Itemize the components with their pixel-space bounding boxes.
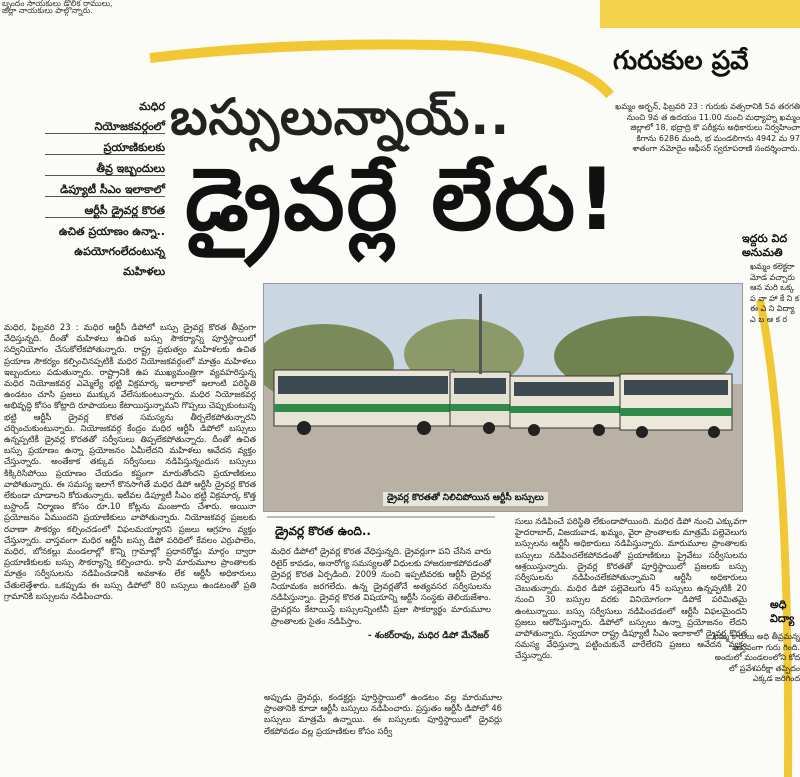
side-point: డిప్యూటీ సీఎం ఇలాకాలో: [45, 183, 165, 197]
side-point: మహిళలు: [123, 265, 165, 278]
bottom-column-3: సులు నడిపించే పరిస్థితి లేకుండాపోయింది. మధిర డిపో నుంచి ఎక్కువగా హైదరాబాద్, విజయవాడ, ఖమ్మం, వైరా ప్రాంతాలకు మాత్రమే పల్లెవెలుగు బస్సులను ఆర్టీసీ అధికారులు నడిపిస్తున్నారు. మారుమూల ప్రాంతాలకు బస్సులు నడిపించలేకపోవడంతో ప్రయాణికులు ప్రైవేటు సర్వీసులను ఆశ్రయిస్తున్నారు. డ్రైవర్ల కొరతతో పూర్తిస్థాయిలో ప్రజలకు బస్సు సర్వీసులను నడిపించలేకపోతున్నామని ఆర్టీసీ అధికారులు చెబుతున్నారు. మధిర డిపో పల్లెవెలుగు 45 బస్సులు ఉన్నప్పటికీ 20 నుంచి 30 బస్సుల వరకు వినియోగంగా డిపోకే పరిమితమై ఉంటున్నాయి. బస్సు సర్వీసులు నడిపించడంలో ఆర్టీసీ విఫలమైందని ప్రజలు ఆరోపిస్తున్నారు. డిపోలో బస్సులు ఉన్నా ప్రయోజనం లేదని వాపోతున్నారు. స్వయానా రాష్ట్ర డిప్యూటీ సీఎం ఇలాకాలో డ్రైవర్ల కొరత సమస్య వేధిస్తున్నా పట్టించుకునే వారేలేరని ప్రజలు ఆవేదన వ్యక్తం చేస్తున్నారు.: [515, 516, 747, 661]
side-highlights: [45, 100, 165, 285]
headline-line1: బస్సులున్నాయ్..: [170, 88, 511, 146]
quote-text: మధిర డిపోలో డ్రైవర్ల కొరత వేధిస్తున్నది. డ్రైవర్లుగా పని చేసిన వారు రిటైర్ కావడం, అనారోగ్య సమస్యలతో విధులకు హాజరుకాకపోవడంతో డ్రైవర్ల కొరత ఏర్పడింది. 2009 నుంచి ఇప్పటివరకు ఆర్టీసీ డ్రైవర్ల నియామకం జరగలేదు. ఉన్న డ్రైవర్లతోనే అత్యవసర సర్వీసులను నడిపిస్తున్నాం. డ్రైవర్ల కొరత విషయాన్ని ఆర్టీసీ సంస్థకు తెలియజేశాం. డ్రైవర్లను కేటాయిస్తే బస్సులన్నింటినీ ప్రజా సౌకర్యార్థం మారుమూల ప్రాంతాలకు సైతం నడిపిస్తాం.: [271, 546, 491, 626]
right-sub-title: ఇద్దరు విద అనుమతి: [742, 232, 788, 259]
bottom-column-2: అప్పుడు డ్రైవర్లు, కండక్టర్లు పూర్తిస్థాయిలో ఉండటం వల్ల మారుమూల ప్రాంతానికి కూడా ఆర్టీసీ బస్సులు నడిపించారు. ప్రస్తుతం ఆర్టీసీ డిపోలో 46 బస్సులు మాత్రమే ఉన్నాయి. ఈ బస్సులకు పూర్తిస్థాయిలో డ్రైవర్లు లేకపోవడం వల్ల ప్రయాణికుల కోసం సర్వీ: [264, 692, 502, 736]
right-sub-title-2: అధి విద్యా: [770, 598, 795, 625]
right-story-title: గురుకుల ప్రవే: [613, 46, 749, 76]
side-point: ఉపయోగంలేదంటున్న: [74, 245, 165, 258]
side-point: ప్రయాణికులకు: [45, 141, 165, 155]
left-body-text: మధిర, ఫిబ్రవరి 23 : మధిర ఆర్టీసీ డిపోలో బస్సు డ్రైవర్ల కొరత తీవ్రంగా వేధిస్తున్నది. దీంతో మహిళలు ఉచిత బస్సు సౌకర్యాన్ని పూర్తిస్థాయిలో సద్వినియోగం చేసుకోలేకపోతున్నారు. రాష్ట్ర ప్రభుత్వం మహిళలకు ఉచిత ప్రయాణ సౌకర్యం కల్పించినప్పటికీ మధిర నియోజకవర్గంలో మాత్రం మహిళలు ఇబ్బందులు పడుతున్నారు. రాష్ట్రానికి ఉప ముఖ్యమంత్రిగా వ్యవహరిస్తున్న మధిర నియోజకవర్గ ఎమ్మెల్యే భట్టి విక్రమార్క ఇలాకాలో ఇలాంటి పరిస్థితి ఉండటం చూసి ప్రజలు ముక్కున వేలేసుకుంటున్నారు. మధిర నియోజకవర్గ అభివృద్ధి కోసం కోట్లాది రూపాయలు కేటాయిస్తున్నామని గొప్పలు చెప్పుకుంటున్న భట్టి ఆర్టీసీ డ్రైవర్ల కొరత సమస్యను తీర్చలేకపోతున్నారని చర్చించుకుంటున్నారు. నియోజకవర్గ కేంద్రం మధిర ఆర్టీసీ డిపోలో బస్సులు ఉన్నప్పటికీ డ్రైవర్ల కొరతతో సర్వీసులు తిప్పలేకపోతున్నారు. దీంతో ఉచిత బస్సు ప్రయాణం ఉన్నా ప్రయోజనం ఏమీలేదని మహిళలు ఆవేదన వ్యక్తం చేస్తున్నారు. అంతేకాక తక్కువ సర్వీసులు నడిపిస్తున్నందున బస్సులు కిక్కిరిసిపోయి ప్రయాణం చేయడం కష్టంగా మారుతోందని ప్రయాణికులు వాపోతున్నారు. ఈ సమస్య ఇలాగే కొనసాగితే మధిర డిపో ఆర్టీసీ డ్రైవర్ల కొరత లేకుండా చూడాలని కోరుతున్నారు. ఇటీవల డిప్యూటీ సీఎం భట్టి విక్రమార్క కొత్త బస్టాండ్ నిర్మాణం కోసం రూ.10 కోట్లను మంజూరు చేశారు. అయినా ప్రయోజనం ఏముందని ప్రయాణికులు వాపోతున్నారు. నియోజకవర్గ ప్రజలకు రవాణా సౌకర్యం కల్పించడంలో విఫలమయ్యారని ప్రజలు ఆగ్రహం వ్యక్తం చేస్తున్నారు. వాస్తవంగా మధిర ఆర్టీసీ బస్సు డిపో పరిధిలో కేవలం ఎర్రుపాలెం, మధిర, బోనకల్లు మండలాల్లో కొన్ని గ్రామాల్లో ప్రధానరోడ్డు మార్గం ద్వారా ప్రయాణికులకు బస్సు సౌకర్యాన్ని కల్పించారు. కానీ మారుమూల ప్రాంతాలకు మాత్రం సర్వీసులను నడిపించడానికి అవకాశం లేక ఆర్టీసీ అధికారులు చేతులెత్తేశారు. ఒకప్పుడు ఈ బస్సు డిపోలో 80 బస్సులు ఉండటంతో ప్రతి గ్రామానికి బస్సులను నడిపించారు.: [4, 322, 256, 601]
side-point: మధిర: [139, 100, 165, 113]
right-sub-text-2: ఖమ్మ కారులు అధి తీవ్రమన్న వాస్తవంగా గురు గింది. అందులో మండలంలోని కోద లో ప్రవేశపరీక్షా తప్పిదం ఎక్కడ జరిగింద: [712, 632, 800, 683]
side-point: ఉచిత ప్రయాణం ఉన్నా..: [58, 225, 165, 238]
side-point: తీవ్ర ఇబ్బందులు: [45, 162, 165, 176]
quote-box: [267, 516, 495, 690]
top-right-yellow-band: [600, 0, 800, 28]
quote-heading: డ్రైవర్ల కొరత ఉంది..: [275, 524, 371, 538]
photo-caption: డ్రైవర్ల కొరతతో నిలిచిపోయిన ఆర్టీసీ బస్సులు: [383, 492, 548, 506]
quote-byline: - శంకర్‌రావు, మధిర డిపో మేనేజర్: [367, 631, 489, 642]
buses-illustration: [264, 284, 742, 511]
top-strip-line1: బృందం సాయకులు డొలిక రాములు,: [2, 0, 113, 8]
headline-line2: డ్రైవర్లే లేరు!: [185, 150, 619, 250]
side-point: ఆర్టీసీ డ్రైవర్ల కొరత: [45, 204, 165, 218]
right-story-text: ఖమ్మం అర్బన్, ఫిబ్రవరి 23 : గురుకు వత్సరానికి 5వ తరగతి నుంచి 9వ త ఉదయం 11.00 నుంచి మధ్యాహ్న ఖమ్మం జిల్లాలో 18, భద్రాద్రి కొ పరీక్షను అధికారులు నిర్వహించా కిగాను 6286 మంది, భ మండలిగాను 4942 మ 97 శాతంగా నమోదైం ఆఫీసర్ స్వరూపరాణి సందర్శించారు.: [615, 102, 800, 153]
right-sub-text: ఖమ్మం కలెక్టరా మోడ వచ్చారు ఆన మరి ఒక్క ప వా హా కే ని క ఈ ఎ ని విద్యా ఎ బ ఆ క ర: [750, 262, 800, 324]
side-point: నియోజకవర్గంలో: [45, 120, 165, 134]
bus-depot-photo: [263, 283, 743, 512]
top-strip-text: [0, 0, 502, 14]
top-strip-line2: జిల్లా నాయకులు పాల్గొన్నారు.: [2, 6, 93, 15]
